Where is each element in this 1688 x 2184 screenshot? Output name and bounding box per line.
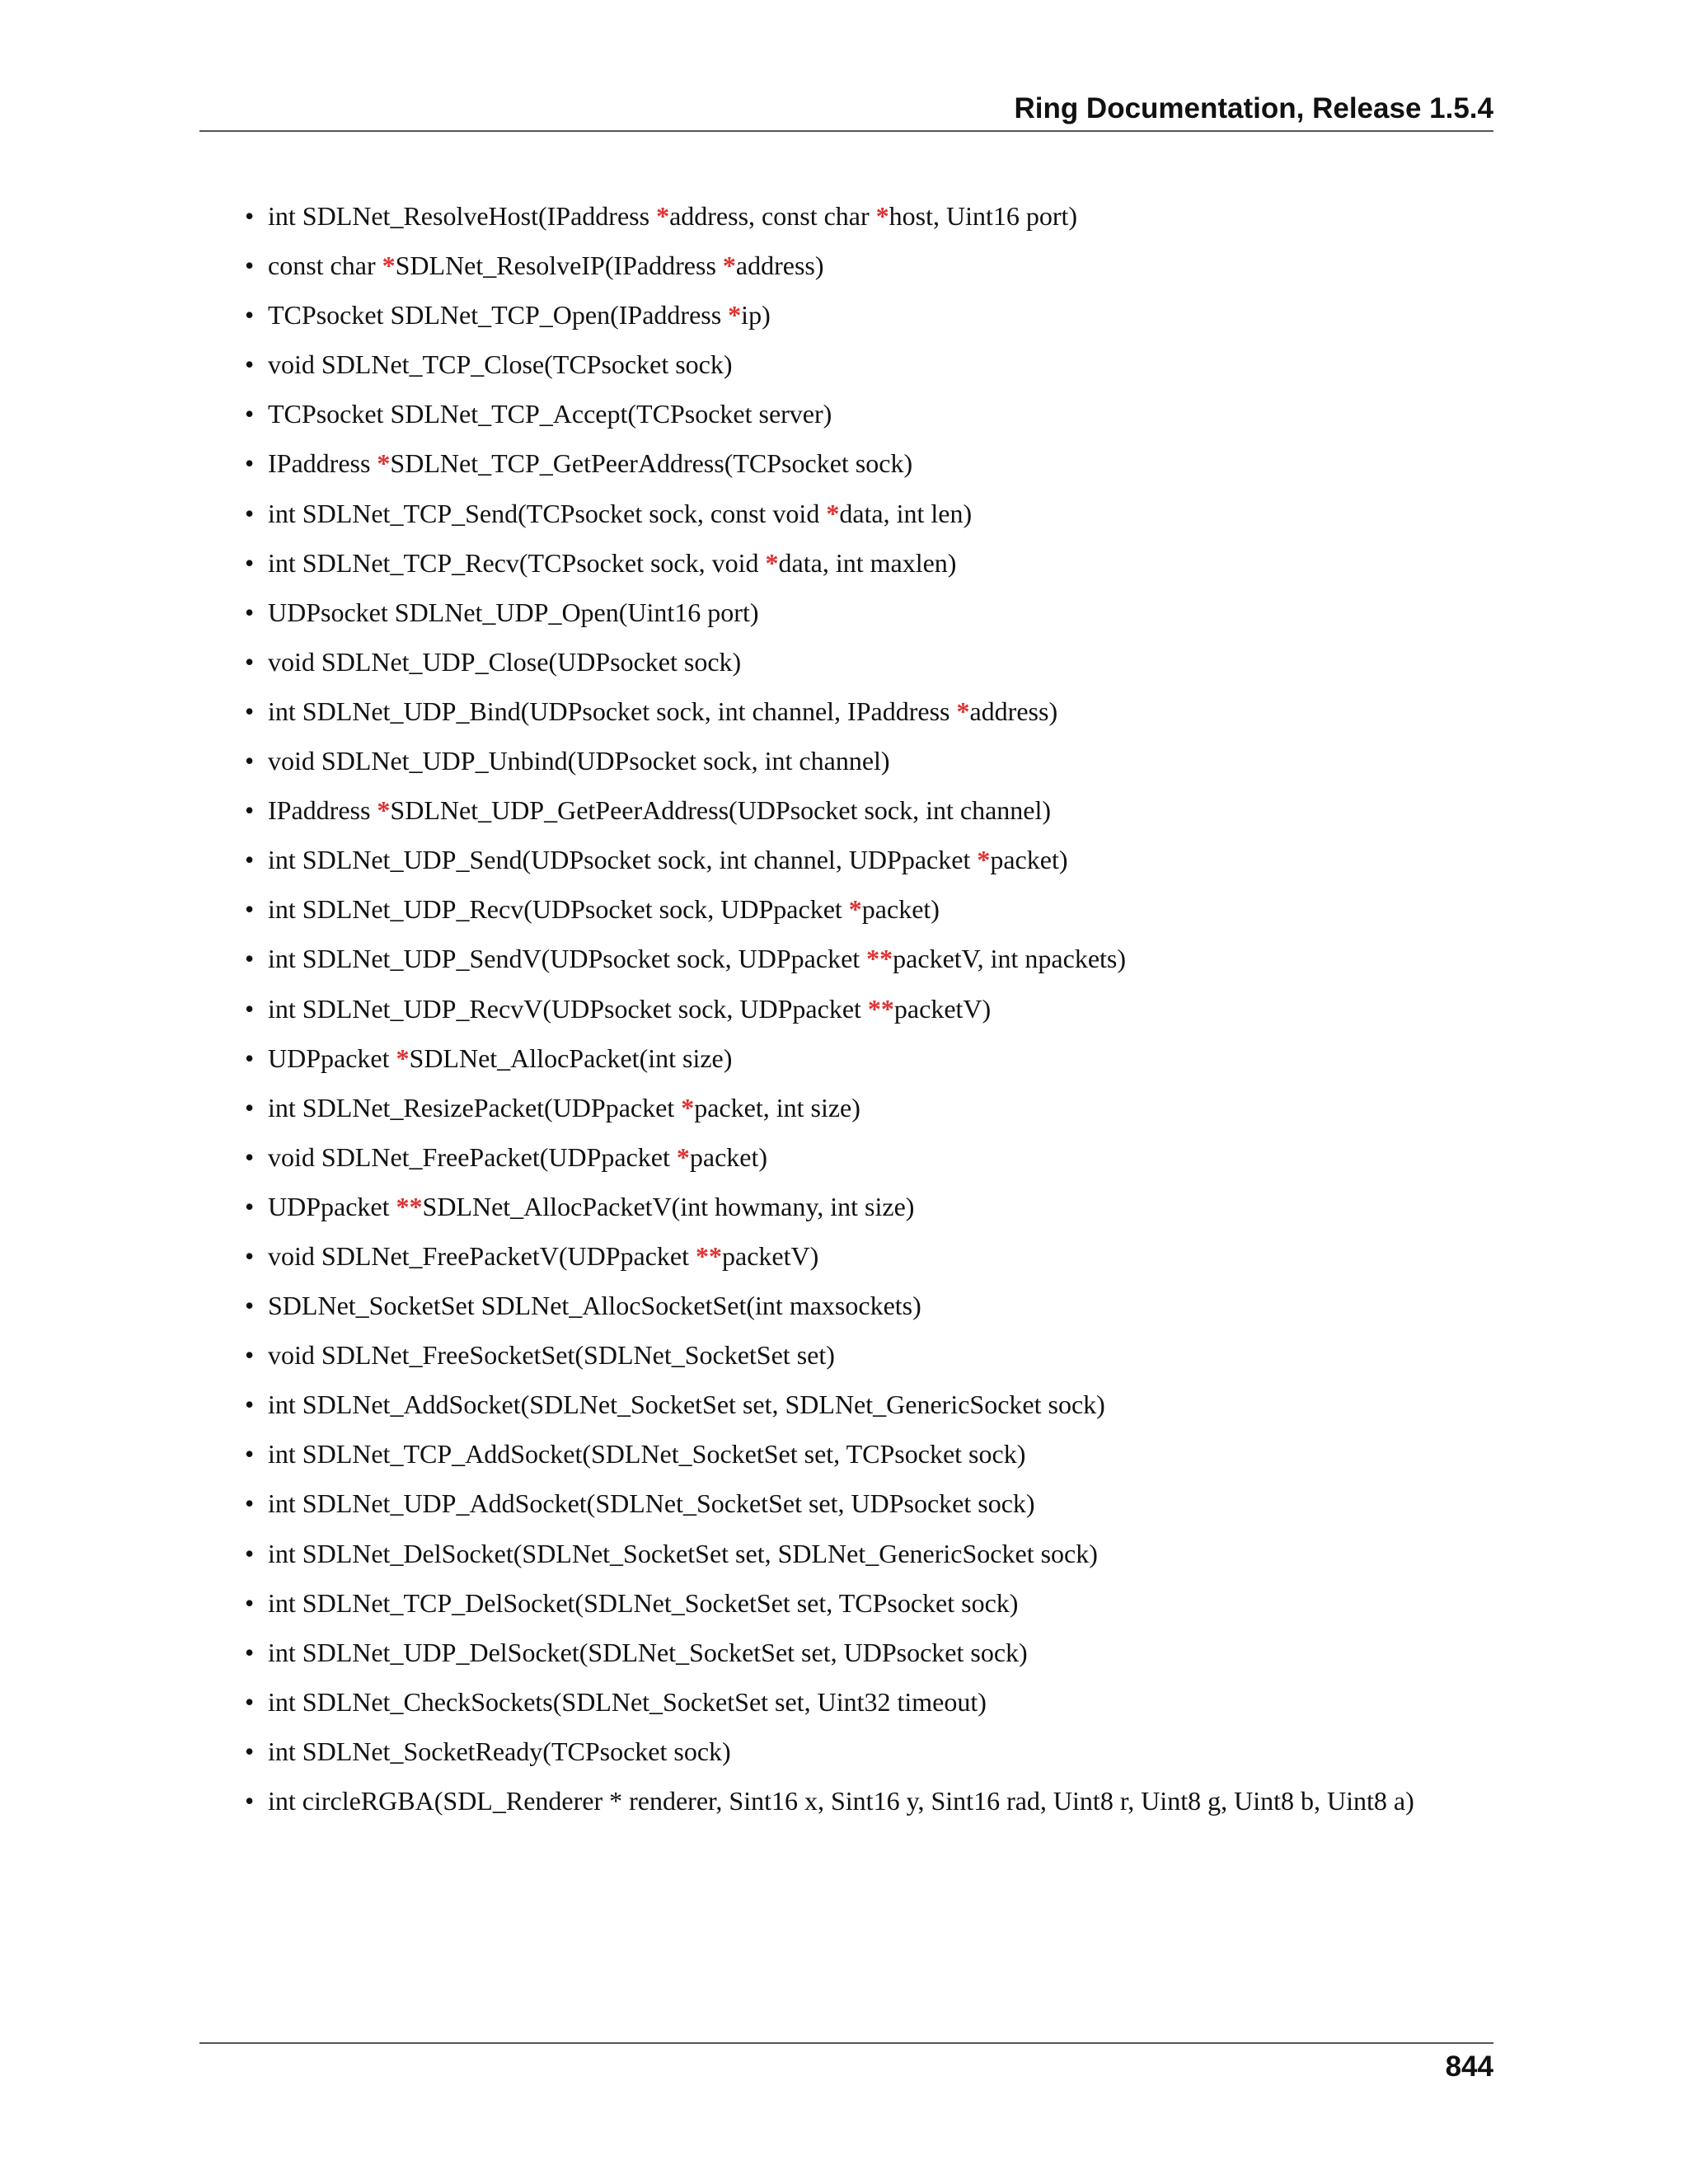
- signature-text: void SDLNet_TCP_Close(TCPsocket sock): [268, 349, 733, 380]
- pointer-star: *: [396, 1043, 410, 1073]
- signature-text: SDLNet_TCP_GetPeerAddress(TCPsocket sock): [390, 448, 913, 479]
- list-item: [245, 494, 1414, 543]
- pointer-star: *: [382, 251, 396, 281]
- pointer-star: **: [866, 944, 893, 974]
- list-item: [245, 246, 1414, 295]
- signature-text: int SDLNet_AddSocket(SDLNet_SocketSet set, SDLNet_GenericSocket sock): [268, 1390, 1105, 1420]
- signature-text: packet): [689, 1141, 768, 1172]
- list-item: [245, 642, 1414, 691]
- bullet-icon: •: [245, 1786, 255, 1816]
- pointer-star: **: [396, 1191, 423, 1221]
- pointer-star: *: [377, 448, 391, 479]
- bullet-icon: •: [245, 1240, 255, 1271]
- signature-text: int SDLNet_UDP_Send(UDPsocket sock, int channel, UDPpacket: [268, 845, 978, 875]
- list-item: [245, 1038, 1414, 1088]
- list-item: [245, 691, 1414, 741]
- bullet-icon: •: [245, 300, 255, 330]
- list-item: [245, 1682, 1414, 1732]
- signature-text: packetV): [893, 993, 992, 1024]
- bullet-icon: •: [245, 1191, 255, 1221]
- list-item: [245, 840, 1414, 889]
- bullet-icon: •: [245, 1439, 255, 1469]
- signature-text: SDLNet_AllocPacket(int size): [409, 1043, 733, 1073]
- signature-text: int SDLNet_UDP_SendV(UDPsocket sock, UDPpacket: [268, 944, 867, 974]
- list-item: [245, 1335, 1414, 1385]
- list-item: [245, 1534, 1414, 1583]
- pointer-star: *: [676, 1141, 690, 1172]
- pointer-star: **: [867, 993, 894, 1024]
- list-item: [245, 1088, 1414, 1137]
- signature-text: packet): [861, 894, 940, 925]
- bullet-icon: •: [245, 993, 255, 1024]
- signature-text: void SDLNet_UDP_Unbind(UDPsocket sock, int channel): [268, 746, 890, 776]
- list-item: [245, 1483, 1414, 1533]
- page-header-title: Ring Documentation, Release 1.5.4: [1014, 92, 1493, 124]
- signature-text: int SDLNet_UDP_AddSocket(SDLNet_SocketSet set, UDPsocket sock): [268, 1488, 1035, 1519]
- bullet-icon: •: [245, 1340, 255, 1371]
- signature-text: UDPsocket SDLNet_UDP_Open(Uint16 port): [268, 597, 759, 627]
- list-item: [245, 1385, 1414, 1434]
- list-item: [245, 543, 1414, 593]
- signature-text: host, Uint16 port): [889, 201, 1078, 231]
- list-item: [245, 1137, 1414, 1187]
- list-item: [245, 741, 1414, 790]
- bullet-icon: •: [245, 1587, 255, 1618]
- bullet-icon: •: [245, 547, 255, 578]
- signature-text: int circleRGBA(SDL_Renderer * renderer, Sint16 x, Sint16 y, Sint16 rad, Uint8 r, Uint8 g, Uint8 b, Uint8 a): [268, 1786, 1414, 1816]
- bullet-icon: •: [245, 251, 255, 281]
- list-item: [245, 790, 1414, 840]
- signature-text: void SDLNet_FreePacket(UDPpacket: [268, 1141, 677, 1172]
- pointer-star: *: [765, 547, 779, 578]
- signature-text: SDLNet_ResolveIP(IPaddress: [395, 251, 723, 281]
- signature-text: int SDLNet_TCP_AddSocket(SDLNet_SocketSet set, TCPsocket sock): [268, 1439, 1026, 1469]
- bullet-icon: •: [245, 1637, 255, 1667]
- bullet-icon: •: [245, 696, 255, 726]
- list-item: [245, 1434, 1414, 1483]
- footer-divider: [199, 2042, 1493, 2044]
- pointer-star: *: [848, 894, 862, 925]
- signature-text: data, int len): [839, 498, 973, 528]
- header-divider: [199, 130, 1493, 132]
- signature-text: UDPpacket: [268, 1191, 396, 1221]
- list-item: [245, 443, 1414, 493]
- pointer-star: **: [695, 1240, 722, 1271]
- signature-text: int SDLNet_UDP_RecvV(UDPsocket sock, UDPpacket: [268, 993, 868, 1024]
- signature-text: TCPsocket SDLNet_TCP_Accept(TCPsocket server): [268, 399, 832, 429]
- bullet-icon: •: [245, 1686, 255, 1717]
- signature-text: int SDLNet_ResolveHost(IPaddress: [268, 201, 657, 231]
- pointer-star: *: [377, 795, 391, 826]
- signature-text: address): [735, 251, 824, 281]
- pointer-star: *: [656, 201, 670, 231]
- signature-text: UDPpacket: [268, 1043, 396, 1073]
- bullet-icon: •: [245, 1488, 255, 1519]
- pointer-star: *: [956, 696, 970, 726]
- signature-text: packet): [990, 845, 1068, 875]
- signature-text: SDLNet_SocketSet SDLNet_AllocSocketSet(int maxsockets): [268, 1291, 921, 1321]
- bullet-icon: •: [245, 1538, 255, 1568]
- pointer-star: *: [722, 251, 736, 281]
- signature-text: IPaddress: [268, 448, 377, 479]
- list-item: [245, 989, 1414, 1038]
- bullet-icon: •: [245, 1390, 255, 1420]
- signature-text: IPaddress: [268, 795, 377, 826]
- bullet-icon: •: [245, 349, 255, 380]
- bullet-icon: •: [245, 845, 255, 875]
- pointer-star: *: [977, 845, 991, 875]
- list-item: [245, 1633, 1414, 1682]
- signature-text: int SDLNet_CheckSockets(SDLNet_SocketSet set, Uint32 timeout): [268, 1686, 987, 1717]
- signature-text: int SDLNet_TCP_DelSocket(SDLNet_SocketSet set, TCPsocket sock): [268, 1587, 1019, 1618]
- bullet-icon: •: [245, 1291, 255, 1321]
- signature-text: address): [969, 696, 1058, 726]
- pointer-star: *: [728, 300, 742, 330]
- signature-text: void SDLNet_FreeSocketSet(SDLNet_SocketSet set): [268, 1340, 835, 1371]
- list-item: [245, 1781, 1414, 1830]
- signature-text: TCPsocket SDLNet_TCP_Open(IPaddress: [268, 300, 729, 330]
- signature-text: int SDLNet_ResizePacket(UDPpacket: [268, 1092, 682, 1122]
- signature-text: ip): [741, 300, 771, 330]
- bullet-icon: •: [245, 1141, 255, 1172]
- signature-text: int SDLNet_UDP_Recv(UDPsocket sock, UDPpacket: [268, 894, 849, 925]
- signature-text: SDLNet_UDP_GetPeerAddress(UDPsocket sock, int channel): [390, 795, 1052, 826]
- list-item: [245, 295, 1414, 344]
- list-item: [245, 939, 1414, 988]
- bullet-icon: •: [245, 944, 255, 974]
- signature-text: int SDLNet_TCP_Send(TCPsocket sock, const void: [268, 498, 827, 528]
- pointer-star: *: [826, 498, 840, 528]
- pointer-star: *: [681, 1092, 695, 1122]
- signature-text: int SDLNet_DelSocket(SDLNet_SocketSet set, SDLNet_GenericSocket sock): [268, 1538, 1098, 1568]
- bullet-icon: •: [245, 498, 255, 528]
- signature-text: const char: [268, 251, 382, 281]
- page-number: 844: [1445, 2050, 1493, 2083]
- list-item: [245, 1286, 1414, 1335]
- bullet-icon: •: [245, 201, 255, 231]
- list-item: [245, 889, 1414, 939]
- signature-text: int SDLNet_TCP_Recv(TCPsocket sock, void: [268, 547, 766, 578]
- list-item: [245, 1732, 1414, 1781]
- signature-text: packetV): [721, 1240, 819, 1271]
- bullet-icon: •: [245, 399, 255, 429]
- list-item: [245, 1583, 1414, 1633]
- bullet-icon: •: [245, 1043, 255, 1073]
- signature-text: data, int maxlen): [778, 547, 957, 578]
- signature-text: void SDLNet_FreePacketV(UDPpacket: [268, 1240, 696, 1271]
- pointer-star: *: [875, 201, 889, 231]
- list-item: [245, 1236, 1414, 1286]
- signature-text: packetV, int npackets): [893, 944, 1127, 974]
- function-signature-list: [245, 196, 1414, 1830]
- list-item: [245, 1187, 1414, 1236]
- signature-text: int SDLNet_UDP_DelSocket(SDLNet_SocketSet set, UDPsocket sock): [268, 1637, 1028, 1667]
- bullet-icon: •: [245, 894, 255, 925]
- bullet-icon: •: [245, 597, 255, 627]
- signature-text: int SDLNet_UDP_Bind(UDPsocket sock, int channel, IPaddress: [268, 696, 957, 726]
- list-item: [245, 344, 1414, 394]
- bullet-icon: •: [245, 448, 255, 479]
- bullet-icon: •: [245, 1736, 255, 1766]
- bullet-icon: •: [245, 1092, 255, 1122]
- signature-text: SDLNet_AllocPacketV(int howmany, int size): [422, 1191, 915, 1221]
- list-item: [245, 593, 1414, 642]
- signature-text: address, const char: [669, 201, 876, 231]
- bullet-icon: •: [245, 646, 255, 677]
- signature-text: packet, int size): [694, 1092, 860, 1122]
- signature-text: void SDLNet_UDP_Close(UDPsocket sock): [268, 646, 742, 677]
- bullet-icon: •: [245, 746, 255, 776]
- signature-text: int SDLNet_SocketReady(TCPsocket sock): [268, 1736, 731, 1766]
- bullet-icon: •: [245, 795, 255, 826]
- list-item: [245, 196, 1414, 246]
- list-item: [245, 394, 1414, 443]
